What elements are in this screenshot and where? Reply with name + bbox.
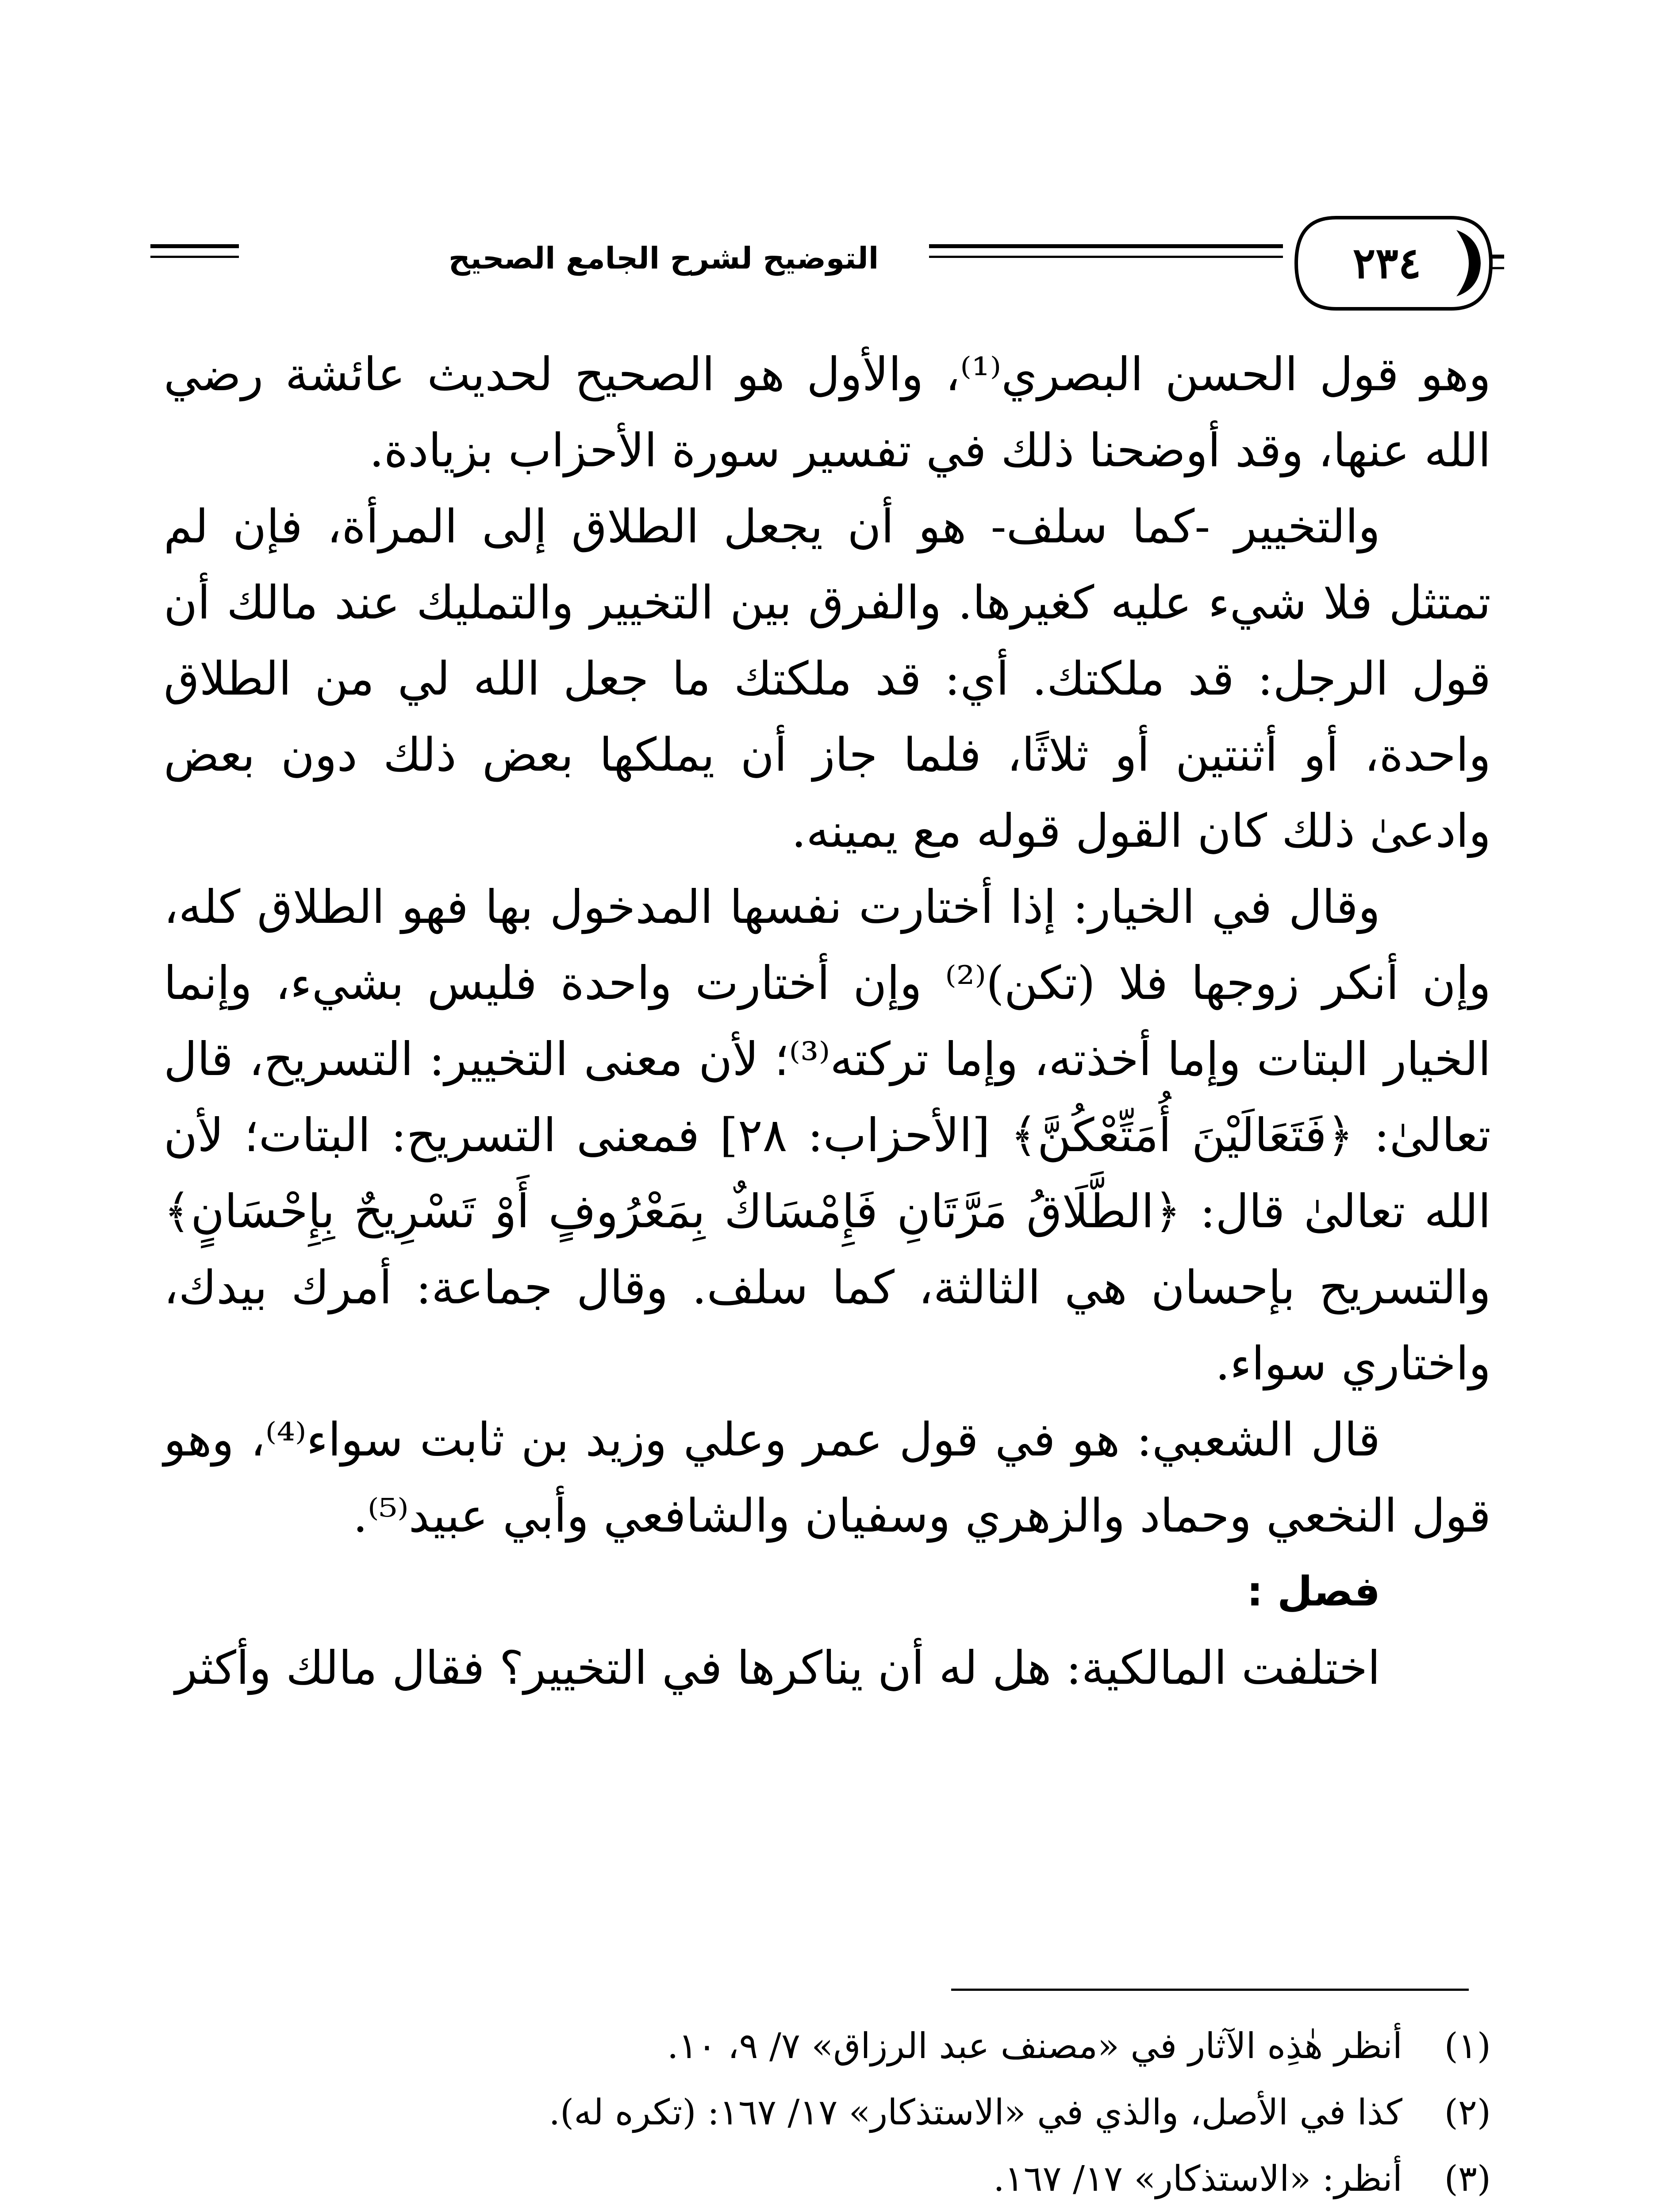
footnote-2 xyxy=(265,2079,1491,2146)
footnote-text: كذا في الأصل، والذي في «الاستذكار» ١٧/ ١٦٧: (تكره له). xyxy=(549,2092,1402,2133)
paragraph-5: اختلفت المالكية: هل له أن يناكرها في التخيير؟ فقال مالك وأكثر xyxy=(175,1641,1380,1695)
footnotes xyxy=(265,2013,1491,2212)
footnote-number: (٣) xyxy=(1444,2158,1491,2199)
header-rule-right xyxy=(929,244,1283,248)
footnote-separator xyxy=(951,1989,1469,1991)
page-number-badge xyxy=(1283,212,1504,314)
paragraph-3: وقال في الخيار: إذا أختارت نفسها المدخول بها فهو الطلاق كله، وإن أنكر زوجها فلا (تكن)⁽²⁾ وإن أختارت واحدة فليس بشيء، وإنما الخيار البتات وإما أخذته، وإما تركته⁽³⁾؛ لأن معنى التخيير: التسريح، قال تعالىٰ: ﴿فَتَعَالَيْنَ أُمَتِّعْكُنَّ﴾ [الأحزاب: ٢٨] فمعنى التسريح: البتات؛ لأن الله تعالىٰ قال: ﴿الطَّلَاقُ مَرَّتَانِ فَإِمْسَاكٌ بِمَعْرُوفٍ أَوْ تَسْرِيحٌ بِإِحْسَانٍ﴾ والتسريح بإحسان هي الثالثة، كما سلف. وقال جماعة: أمرك بيدك، واختاري سواء. xyxy=(164,880,1491,1390)
footnote-3 xyxy=(265,2146,1491,2212)
paragraph-1: وهو قول الحسن البصري⁽¹⁾، والأول هو الصحيح لحديث عائشة رضي الله عنها، وقد أوضحنا ذلك في تفسير سورة الأحزاب بزيادة. xyxy=(164,347,1491,477)
header-rule-left-thin xyxy=(150,256,239,258)
page-number: ٢٣٤ xyxy=(1352,238,1421,288)
running-title: التوضيح لشرح الجامع الصحيح xyxy=(448,241,879,276)
main-text xyxy=(164,336,1491,1706)
footnote-1 xyxy=(265,2013,1491,2079)
footnote-text: أنظر: «الاستذكار» ١٧/ ١٦٧. xyxy=(993,2158,1402,2199)
header-rule-right-thin xyxy=(929,256,1283,258)
footnote-number: (١) xyxy=(1444,2025,1491,2066)
section-heading: فصل : xyxy=(1247,1568,1380,1615)
page-header xyxy=(150,212,1500,319)
header-rule-left xyxy=(150,244,239,248)
footnote-number: (٢) xyxy=(1444,2092,1491,2133)
paragraph-2: والتخيير -كما سلف- هو أن يجعل الطلاق إلى المرأة، فإن لم تمتثل فلا شيء عليه كغيرها. والفرق بين التخيير والتمليك عند مالك أن قول الرجل: قد ملكتك. أي: قد ملكتك ما جعل الله لي من الطلاق واحدة، أو أثنتين أو ثلاثًا، فلما جاز أن يملكها بعض ذلك دون بعض وادعىٰ ذلك كان القول قوله مع يمينه. xyxy=(164,499,1491,858)
footnote-text: أنظر هٰذِه الآثار في «مصنف عبد الرزاق» ٧/ ٩، ١٠. xyxy=(667,2025,1402,2066)
paragraph-4: قال الشعبي: هو في قول عمر وعلي وزيد بن ثابت سواء⁽⁴⁾، وهو قول النخعي وحماد والزهري وسفيان والشافعي وأبي عبيد⁽⁵⁾. xyxy=(164,1413,1491,1543)
